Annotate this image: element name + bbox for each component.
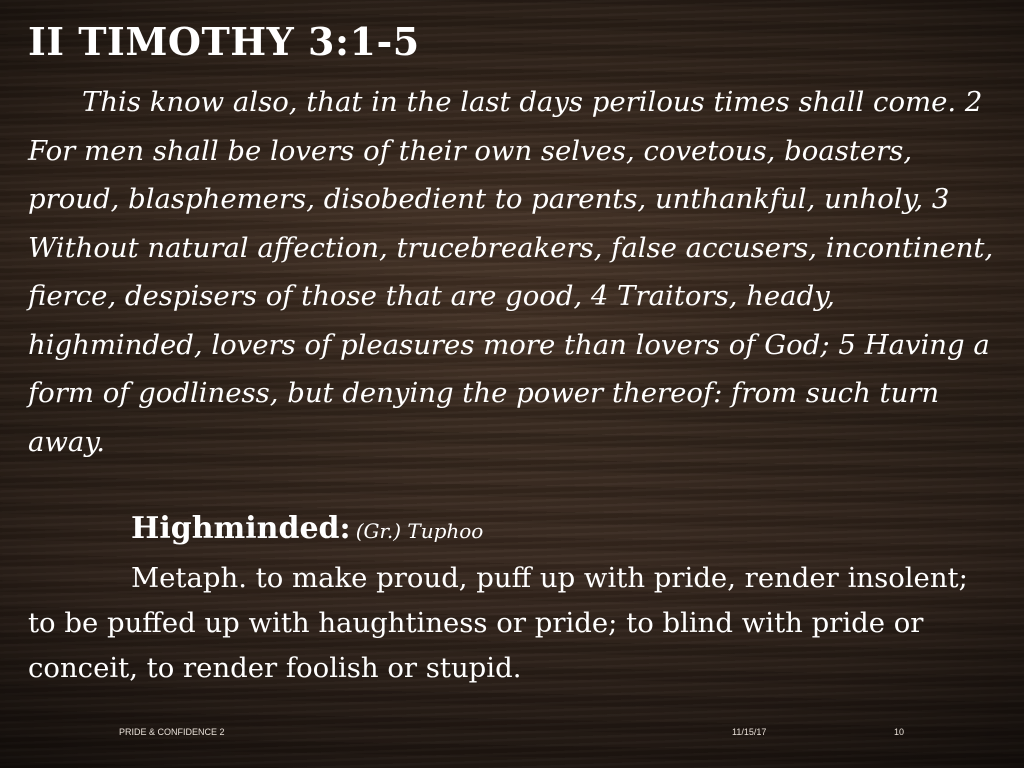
slide-title: II TIMOTHY 3:1-5 <box>28 19 420 64</box>
footer-label: PRIDE & CONFIDENCE 2 <box>119 727 225 737</box>
greek-word: (Gr.) Tuphoo <box>355 519 484 543</box>
slide-number: 10 <box>894 727 905 737</box>
scripture-text: This know also, that in the last days perilous times shall come. 2 For men shall be lovers of their own selves, covetous, boasters, proud, blasphemers, disobedient to parents, unthankful, unholy, 3 Without natural affection, trucebreakers, false accusers, incontinent, fierce, despisers of those that are good, 4 Traitors, heady, highminded, lovers of pleasures more than lovers of God; 5 Having a form of godliness, but denying the power thereof: from such turn away. <box>28 86 994 458</box>
term-definition: Metaph. to make proud, puff up with pride, render insolent; to be puffed up with haughtiness or pride; to blind with pride or conceit, to render foolish or stupid. <box>28 562 968 684</box>
term-heading: Highminded: <box>131 511 351 546</box>
footer-date: 11/15/17 <box>732 727 767 737</box>
term-line <box>131 506 483 556</box>
